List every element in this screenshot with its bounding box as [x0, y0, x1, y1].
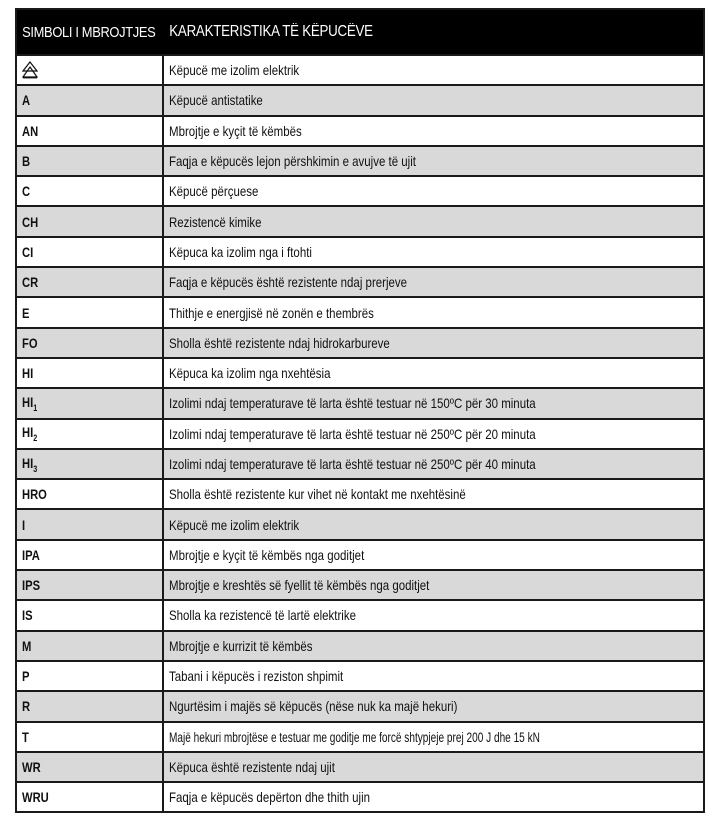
characteristic-cell: [164, 147, 703, 175]
symbol-cell: [17, 723, 164, 751]
characteristic-cell: [164, 480, 703, 508]
symbol-subscript: 2: [33, 433, 38, 444]
characteristic-text: Faqja e këpucës depërton dhe thith ujin: [169, 789, 371, 806]
characteristic-cell: [164, 86, 703, 114]
table-row: [17, 84, 703, 114]
characteristic-text: Këpucë përçuese: [169, 183, 259, 200]
symbol-cell: [17, 420, 164, 448]
characteristic-cell: [164, 541, 703, 569]
symbol-text: CR: [22, 274, 39, 291]
table-row: [17, 327, 703, 357]
header-symbol-column: SIMBOLI I MBROJTJES: [22, 23, 156, 41]
symbol-text: HI: [22, 365, 34, 382]
symbol-cell: [17, 450, 164, 478]
table-row: [17, 296, 703, 326]
table-row: [17, 175, 703, 205]
symbol-code: [22, 577, 40, 593]
symbol-code: [22, 424, 37, 443]
symbol-code: [22, 729, 29, 745]
symbol-cell: [17, 238, 164, 266]
symbol-code: [22, 335, 38, 351]
characteristic-cell: [164, 268, 703, 296]
symbol-code: [22, 305, 29, 321]
symbol-code: [22, 274, 38, 290]
symbol-code: [22, 668, 29, 684]
symbol-cell: [17, 56, 164, 84]
symbol-cell: [17, 662, 164, 690]
symbol-text: HI: [22, 424, 34, 441]
symbol-cell: [17, 753, 164, 781]
characteristic-text: Sholla është rezistente kur vihet në kontakt me nxehtësinë: [169, 486, 466, 503]
symbol-cell: [17, 783, 164, 811]
electrical-insulation-icon: [22, 61, 38, 79]
symbol-code: [22, 486, 47, 502]
table-row: [17, 751, 703, 781]
symbol-text: WR: [22, 758, 41, 775]
symbol-code: [22, 92, 30, 108]
symbol-cell: [17, 510, 164, 538]
characteristic-text: Mbrojtje e kreshtës së fyellit të këmbës nga goditjet: [169, 577, 430, 594]
characteristic-text: Këpucë me izolim elektrik: [169, 62, 300, 79]
symbol-text: B: [22, 153, 31, 170]
characteristic-cell: [164, 571, 703, 599]
characteristic-text: Këpucë antistatike: [169, 92, 263, 109]
characteristic-text: Izolimi ndaj temperaturave të larta është testuar në 150ºC për 30 minuta: [169, 395, 536, 412]
symbol-text: HI: [22, 454, 34, 471]
symbol-text: M: [22, 637, 32, 654]
table-row: [17, 387, 703, 417]
symbol-code: [22, 183, 30, 199]
symbol-text: HI: [22, 393, 34, 410]
table-row: [17, 508, 703, 538]
characteristic-cell: [164, 389, 703, 417]
symbol-subscript: 1: [33, 402, 38, 413]
table-row: [17, 357, 703, 387]
symbol-cell: [17, 177, 164, 205]
characteristic-cell: [164, 753, 703, 781]
symbol-text: P: [22, 668, 30, 685]
characteristic-cell: [164, 601, 703, 629]
symbol-cell: [17, 117, 164, 145]
table-row: [17, 478, 703, 508]
table-row: [17, 145, 703, 175]
table-row: [17, 781, 703, 811]
characteristic-cell: [164, 329, 703, 357]
symbol-cell: [17, 632, 164, 660]
characteristic-cell: [164, 207, 703, 235]
symbol-code: [22, 123, 38, 139]
table-header: [17, 10, 703, 54]
symbol-cell: [17, 692, 164, 720]
symbol-text: R: [22, 698, 31, 715]
symbol-text: IPA: [22, 546, 40, 563]
symbol-text: FO: [22, 334, 38, 351]
table-row: [17, 539, 703, 569]
symbol-cell: [17, 86, 164, 114]
characteristic-text: Izolimi ndaj temperaturave të larta është testuar në 250ºC për 20 minuta: [169, 425, 536, 442]
symbol-code: [22, 244, 33, 260]
characteristic-text: Majë hekuri mbrojtëse e testuar me goditje me forcë shtypjeje prej 200 J dhe 15 kN: [169, 728, 540, 745]
characteristic-text: Rezistencë kimike: [169, 213, 262, 230]
table-row: [17, 721, 703, 751]
table-row: [17, 236, 703, 266]
characteristic-cell: [164, 783, 703, 811]
symbol-text: WRU: [22, 789, 49, 806]
characteristic-cell: [164, 359, 703, 387]
symbol-code: [22, 365, 33, 381]
symbol-cell: [17, 359, 164, 387]
table-body: [17, 54, 703, 811]
characteristic-cell: [164, 238, 703, 266]
symbol-code: [22, 517, 25, 533]
symbol-cell: [17, 571, 164, 599]
characteristic-cell: [164, 56, 703, 84]
characteristic-text: Thithje e energjisë në zonën e thembrës: [169, 304, 374, 321]
characteristic-text: Faqja e këpucës është rezistente ndaj prerjeve: [169, 274, 408, 291]
table-row: [17, 266, 703, 296]
characteristic-text: Këpuca ka izolim nga i ftohti: [169, 243, 312, 260]
characteristic-text: Sholla është rezistente ndaj hidrokarbureve: [169, 334, 390, 351]
symbol-cell: [17, 268, 164, 296]
characteristic-cell: [164, 450, 703, 478]
symbol-cell: [17, 298, 164, 326]
symbol-code: [22, 789, 49, 805]
characteristic-cell: [164, 177, 703, 205]
table-row: [17, 569, 703, 599]
symbol-text: T: [22, 728, 29, 745]
table-row: [17, 418, 703, 448]
symbol-text: HRO: [22, 486, 47, 503]
symbol-text: I: [22, 516, 26, 533]
symbol-code: [22, 607, 33, 623]
symbol-text: AN: [22, 122, 39, 139]
symbol-cell: [17, 207, 164, 235]
characteristic-text: Izolimi ndaj temperaturave të larta është testuar në 250ºC për 40 minuta: [169, 456, 536, 472]
symbol-cell: [17, 147, 164, 175]
table-row: [17, 115, 703, 145]
symbol-text: IPS: [22, 577, 41, 594]
characteristic-cell: [164, 510, 703, 538]
symbol-text: A: [22, 92, 31, 109]
characteristic-text: Këpucë me izolim elektrik: [169, 516, 300, 533]
characteristic-text: Sholla ka rezistencë të lartë elektrike: [169, 607, 356, 624]
symbol-text: E: [22, 304, 30, 321]
characteristic-text: Mbrojtje e kyçit të këmbës: [169, 122, 302, 139]
table-row: [17, 599, 703, 629]
table-row: [17, 448, 703, 478]
symbol-cell: [17, 389, 164, 417]
table-row: [17, 205, 703, 235]
characteristic-text: Këpuca është rezistente ndaj ujit: [169, 758, 335, 775]
symbol-subscript: 3: [33, 463, 38, 474]
characteristic-text: Faqja e këpucës lejon përshkimin e avujve të ujit: [169, 153, 416, 170]
characteristic-cell: [164, 723, 703, 751]
table-row: [17, 54, 703, 84]
header-characteristics-column: KARAKTERISTIKA TË KËPUCËVE: [169, 23, 373, 40]
characteristic-cell: [164, 117, 703, 145]
symbol-code: [22, 394, 37, 413]
table-row: [17, 660, 703, 690]
characteristic-text: Ngurtësim i majës së këpucës (nëse nuk ka majë hekuri): [169, 698, 458, 715]
table-row: [17, 630, 703, 660]
symbol-cell: [17, 329, 164, 357]
characteristic-cell: [164, 420, 703, 448]
symbol-code: [22, 547, 40, 563]
symbol-code: [22, 759, 41, 775]
table-row: [17, 690, 703, 720]
symbol-code: [22, 638, 31, 654]
symbol-text: IS: [22, 607, 33, 624]
characteristic-cell: [164, 692, 703, 720]
symbol-code: [22, 153, 30, 169]
characteristic-text: Mbrojtje e kurrizit të këmbës: [169, 637, 313, 654]
symbol-code: [22, 698, 30, 714]
characteristic-cell: [164, 662, 703, 690]
symbol-code: [22, 214, 38, 230]
characteristic-text: Tabani i këpucës i reziston shpimit: [169, 668, 344, 685]
symbol-cell: [17, 601, 164, 629]
shoe-protection-symbols-table: [15, 8, 705, 813]
symbol-text: CI: [22, 243, 34, 260]
symbol-code: [22, 455, 37, 474]
characteristic-cell: [164, 298, 703, 326]
symbol-text: CH: [22, 213, 39, 230]
characteristic-text: Mbrojtje e kyçit të këmbës nga goditjet: [169, 546, 365, 563]
symbol-cell: [17, 480, 164, 508]
symbol-cell: [17, 541, 164, 569]
symbol-text: C: [22, 183, 31, 200]
characteristic-text: Këpuca ka izolim nga nxehtësia: [169, 365, 331, 382]
characteristic-cell: [164, 632, 703, 660]
